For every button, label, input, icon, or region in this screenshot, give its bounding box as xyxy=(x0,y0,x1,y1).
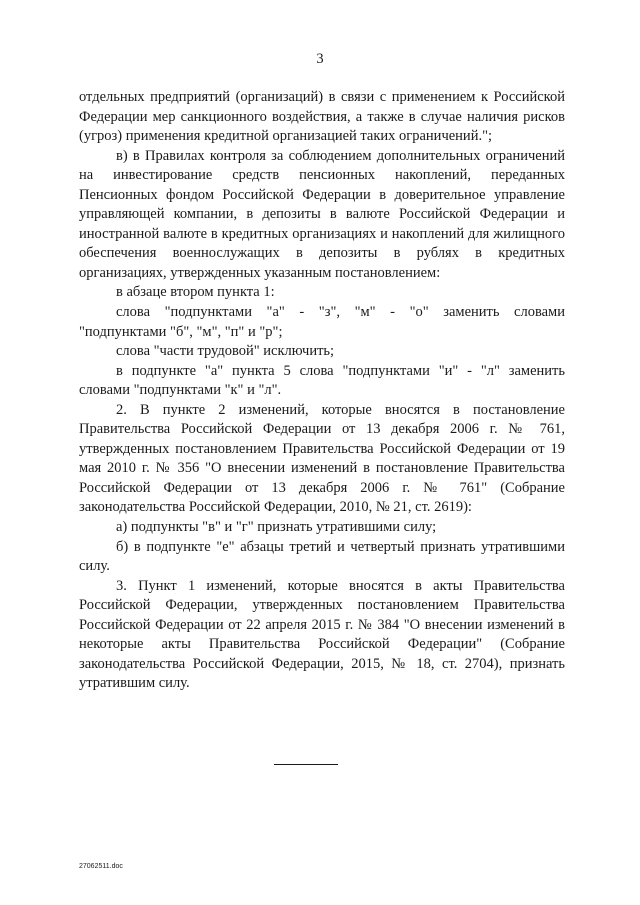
paragraph-item-3: 3. Пункт 1 изменений, которые вносятся в акты Правительства Российской Федерации, утвержденных постановлением Правительства Российской Федерации от 22 апреля 2015 г. № 384 "О внесении изменений в некоторые акты Правительства Российской Федерации" (Собрание законодательства Российской Федерации, 2015, № 18, ст. 2704), признать утратившим силу. xyxy=(79,577,565,692)
page-number: 3 xyxy=(316,51,324,67)
paragraph-item-2: 2. В пункте 2 изменений, которые вносятся в постановление Правительства Российской Федерации от 13 декабря 2006 г. № 761, утвержденных постановлением Правительства Российской Федерации от 19 мая 2010 г. № 356 "О внесении изменений в постановление Правительства Российской Федерации от 13 декабря 2006 г. № 761" (Собрание законодательства Российской Федерации, 2010, № 21, ст. 2619): xyxy=(79,401,565,516)
paragraph-subitem-a: а) подпункты "в" и "г" признать утратившими силу; xyxy=(116,519,437,536)
paragraph-words-replace: слова "подпунктами "а" - "з", "м" - "о" заменить словами xyxy=(116,304,565,321)
paragraph-subitem-a-point-5: в подпункте "а" пункта 5 слова "подпунктами "и" - "л" заменить словами "подпунктами "к" и "л". xyxy=(79,362,565,399)
paragraph-continuation: отдельных предприятий (организаций) в связи с применением к Российской Федерации мер санкционного воздействия, а также в случае наличия рисков (угроз) применения кредитной организацией таких ограничений."; xyxy=(79,89,565,145)
document-body xyxy=(79,88,565,694)
footer-file-name: 27062511.doc xyxy=(79,863,123,870)
paragraph-words-replace-continued: "подпунктами "б", "м", "п" и "р"; xyxy=(79,323,283,340)
paragraph-words-exclude: слова "части трудовой" исключить; xyxy=(116,343,335,360)
paragraph-abzats-vtoroy: в абзаце втором пункта 1: xyxy=(116,284,275,301)
paragraph-subitem-b: б) в подпункте "е" абзацы третий и четвертый признать утратившими силу. xyxy=(79,538,565,575)
end-separator-line xyxy=(274,764,338,765)
paragraph-item-v: в) в Правилах контроля за соблюдением дополнительных ограничений на инвестирование средств пенсионных накоплений, переданных Пенсионных фондом Российской Федерации в доверительное управление управляющей компании, в депозиты в валюте Российской Федерации и иностранной валюте в кредитных организациях и накоплений для жилищного обеспечения военнослужащих в депозиты в рублях в кредитных организациях, утвержденных указанным постановлением: xyxy=(79,147,565,281)
